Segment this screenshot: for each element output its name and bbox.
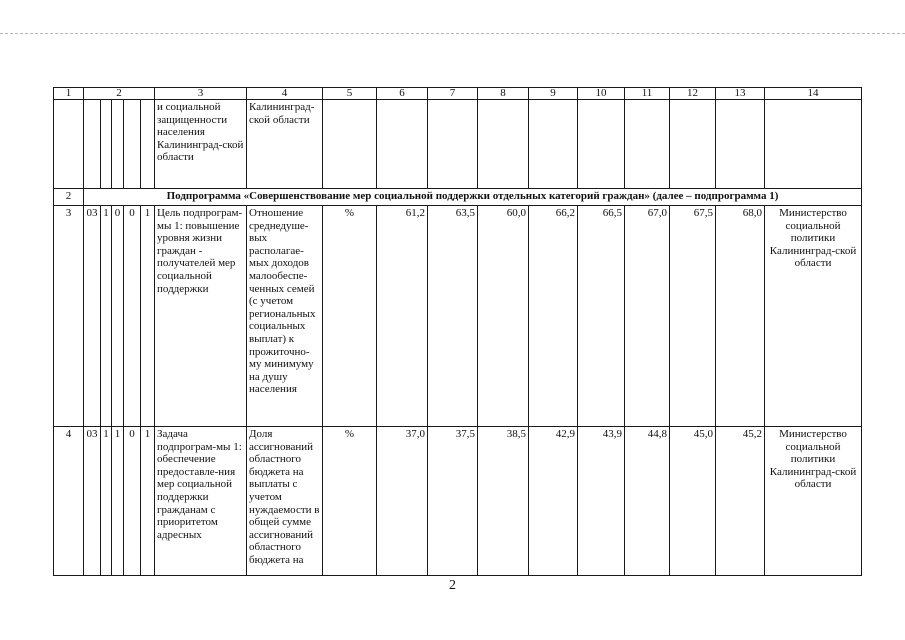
table-row: [54, 206, 862, 427]
value-cell: 45,2: [716, 427, 765, 576]
header-cell: 11: [625, 88, 670, 100]
value-cell: 66,5: [578, 206, 625, 427]
header-cell: 9: [529, 88, 578, 100]
value-cell: 44,8: [625, 427, 670, 576]
indicator-cell: Доля ассигнований областного бюджета на выплаты с учетом нуждаемости в общей сумме ассигнований областного бюджета на: [247, 427, 323, 576]
table-row: [54, 427, 862, 576]
code-cell: 1: [112, 427, 124, 576]
header-cell: 10: [578, 88, 625, 100]
cell-empty: [54, 100, 84, 189]
code-cell: 1: [101, 206, 112, 427]
value-cell: 42,9: [529, 427, 578, 576]
cell-empty: [428, 100, 478, 189]
unit-cell: %: [323, 206, 377, 427]
indicator-cell: Отношение среднедуше-вых располагае-мых доходов малообеспе-ченных семей (с учетом региональных социальных выплат) к прожиточно-му минимуму на душу населения: [247, 206, 323, 427]
header-cell: 8: [478, 88, 529, 100]
value-cell: 45,0: [670, 427, 716, 576]
value-cell: 60,0: [478, 206, 529, 427]
cell-empty: [529, 100, 578, 189]
ministry-cell: Министерство социальной политики Калининград-ской области: [765, 427, 862, 576]
program-name-cell: Цель подпрограм-мы 1: повышение уровня жизни граждан - получателей мер социальной поддержки: [155, 206, 247, 427]
value-cell: 43,9: [578, 427, 625, 576]
value-cell: 37,5: [428, 427, 478, 576]
header-cell: 12: [670, 88, 716, 100]
subprogram-title: Подпрограмма «Совершенствование мер социальной поддержки отдельных категорий граждан» (далее – подпрограмма 1): [84, 189, 862, 206]
header-cell: 6: [377, 88, 428, 100]
program-name-cell: и социальной защищенности населения Калининград-ской области: [155, 100, 247, 189]
code-cell: 1: [101, 427, 112, 576]
program-name-cell: Задача подпрограм-мы 1: обеспечение предоставле-ния мер социальной поддержки гражданам с приоритетом адресных: [155, 427, 247, 576]
indicator-cell: Калининград-ской области: [247, 100, 323, 189]
header-cell: 1: [54, 88, 84, 100]
cell-empty: [625, 100, 670, 189]
unit-cell: %: [323, 427, 377, 576]
cell-empty: [716, 100, 765, 189]
cell-empty: [124, 100, 141, 189]
cell-empty: [670, 100, 716, 189]
value-cell: 61,2: [377, 206, 428, 427]
code-cell: 0: [124, 427, 141, 576]
indicator-table: [53, 87, 862, 576]
code-cell: 1: [141, 427, 155, 576]
code-cell: 03: [84, 206, 101, 427]
page-number: 2: [449, 578, 456, 593]
value-cell: 66,2: [529, 206, 578, 427]
code-cell: 0: [112, 206, 124, 427]
code-cell: 0: [124, 206, 141, 427]
cell-empty: [141, 100, 155, 189]
header-cell: 13: [716, 88, 765, 100]
header-cell: 3: [155, 88, 247, 100]
cell-empty: [101, 100, 112, 189]
code-cell: 03: [84, 427, 101, 576]
value-cell: 38,5: [478, 427, 529, 576]
value-cell: 37,0: [377, 427, 428, 576]
column-number-row: [54, 88, 862, 100]
scan-artifact-line: [0, 33, 905, 34]
table-row-continuation: [54, 100, 862, 189]
cell-empty: [377, 100, 428, 189]
row-number: 3: [54, 206, 84, 427]
header-cell: 2: [84, 88, 155, 100]
value-cell: 67,5: [670, 206, 716, 427]
subprogram-row: [54, 189, 862, 206]
cell-empty: [84, 100, 101, 189]
value-cell: 67,0: [625, 206, 670, 427]
header-cell: 5: [323, 88, 377, 100]
cell-empty: [765, 100, 862, 189]
value-cell: 63,5: [428, 206, 478, 427]
header-cell: 7: [428, 88, 478, 100]
row-number: 4: [54, 427, 84, 576]
cell-empty: [112, 100, 124, 189]
header-cell: 4: [247, 88, 323, 100]
value-cell: 68,0: [716, 206, 765, 427]
code-cell: 1: [141, 206, 155, 427]
ministry-cell: Министерство социальной политики Калининград-ской области: [765, 206, 862, 427]
cell-empty: [323, 100, 377, 189]
cell-empty: [578, 100, 625, 189]
cell-empty: [478, 100, 529, 189]
row-number: 2: [54, 189, 84, 206]
header-cell: 14: [765, 88, 862, 100]
